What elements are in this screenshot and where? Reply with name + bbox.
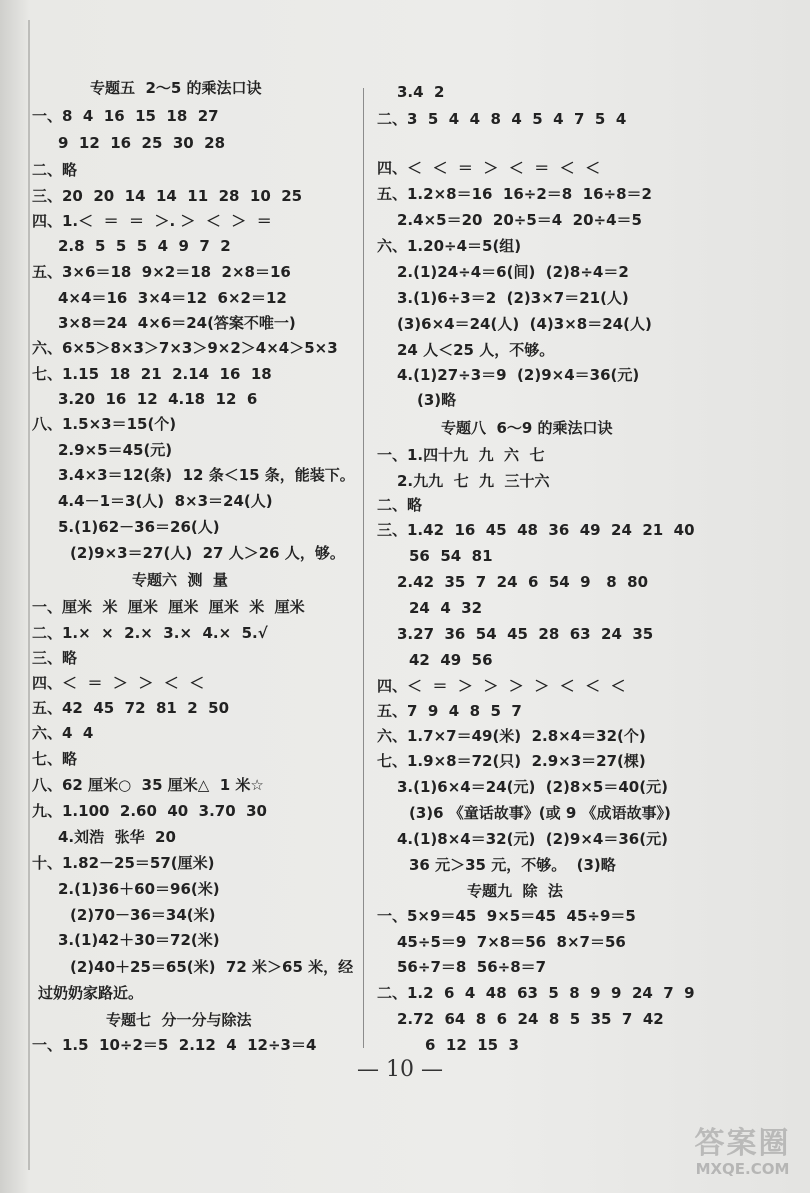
answer-line: 2.九九 七 九 三十六 xyxy=(397,472,550,490)
answer-line: 八、62 厘米○ 35 厘米△ 1 米☆ xyxy=(32,776,264,794)
answer-line: 六、6×5＞8×3＞7×3＞9×2＞4×4＞5×3 xyxy=(32,339,338,357)
answer-line: 56 54 81 xyxy=(409,547,493,565)
answer-line: 四、＜ ＝ ＞ ＞ ＞ ＞ ＜ ＜ ＜ xyxy=(377,677,626,695)
answer-line: (2)40＋25＝65(米) 72 米＞65 米，经 xyxy=(70,958,354,976)
answer-line: 三、略 xyxy=(32,649,78,667)
answer-line: 45÷5＝9 7×8＝56 8×7＝56 xyxy=(397,933,626,951)
binding-edge xyxy=(28,20,30,1170)
answer-line: 过奶奶家路近。 xyxy=(38,984,144,1002)
answer-line: 一、5×9＝45 9×5＝45 45÷9＝5 xyxy=(377,907,636,925)
answer-line: 2.4×5＝20 20÷5＝4 20÷4＝5 xyxy=(397,211,642,229)
section-heading-9: 专题九 除 法 xyxy=(467,882,563,900)
answer-line: 七、1.15 18 21 2.14 16 18 xyxy=(32,365,272,383)
answer-line: 一、8 4 16 15 18 27 xyxy=(32,107,219,125)
answer-line: 2.8 5 5 5 4 9 7 2 xyxy=(58,237,231,255)
answer-line: 3.(1)6÷3＝2 (2)3×7＝21(人) xyxy=(397,289,629,307)
answer-line: 3.(1)42＋30＝72(米) xyxy=(58,931,220,949)
section-heading-7: 专题七 分一分与除法 xyxy=(106,1011,252,1029)
answer-line: 五、42 45 72 81 2 50 xyxy=(32,699,230,717)
answer-line: 4.刘浩 张华 20 xyxy=(58,828,176,846)
answer-line: (2)70－36＝34(米) xyxy=(70,906,216,924)
answer-line: 四、＜ ＜ ＝ ＞ ＜ ＝ ＜ ＜ xyxy=(377,159,601,177)
answer-line: 4.(1)27÷3＝9 (2)9×4＝36(元) xyxy=(397,366,640,384)
answer-line: 五、1.2×8＝16 16÷2＝8 16÷8＝2 xyxy=(377,185,652,203)
watermark-logo xyxy=(680,1118,805,1188)
answer-line: 九、1.100 2.60 40 3.70 30 xyxy=(32,802,267,820)
section-heading-8: 专题八 6～9 的乘法口诀 xyxy=(441,419,613,437)
answer-line: 三、1.42 16 45 48 36 49 24 21 40 xyxy=(377,521,695,539)
answer-line: 六、1.7×7＝49(米) 2.8×4＝32(个) xyxy=(377,727,646,745)
answer-line: 八、1.5×3＝15(个) xyxy=(32,415,177,433)
answer-line: 9 12 16 25 30 28 xyxy=(58,134,226,152)
answer-line: 一、1.四十九 九 六 七 xyxy=(377,446,545,464)
answer-line: 四、1.＜ ＝ ＝ ＞. ＞ ＜ ＞ ＝ xyxy=(32,212,272,230)
answer-line: 十、1.82－25＝57(厘米) xyxy=(32,854,215,872)
section-heading-5: 专题五 2～5 的乘法口诀 xyxy=(90,79,262,97)
answer-line: 24 人＜25 人，不够。 xyxy=(397,341,555,359)
answer-line: 3.4×3＝12(条) 12 条＜15 条，能装下。 xyxy=(58,466,355,484)
answer-line: 2.42 35 7 24 6 54 9 8 80 xyxy=(397,573,649,591)
answer-line: 3.(1)6×4＝24(元) (2)8×5＝40(元) xyxy=(397,778,668,796)
answer-line: 24 4 32 xyxy=(409,599,483,617)
answer-line: 42 49 56 xyxy=(409,651,493,669)
answer-line: 二、略 xyxy=(377,496,423,514)
answer-line: 2.9×5＝45(元) xyxy=(58,441,173,459)
answer-line: (3)略 xyxy=(417,391,457,409)
watermark-logo-text: 答案圈 xyxy=(694,1126,791,1161)
answer-line: 三、20 20 14 14 11 28 10 25 xyxy=(32,187,303,205)
answer-line: 3.27 36 54 45 28 63 24 35 xyxy=(397,625,654,643)
watermark-url: MXQE.COM xyxy=(695,1160,790,1178)
answer-line: 一、厘米 米 厘米 厘米 厘米 米 厘米 xyxy=(32,598,305,616)
answer-line: 56÷7＝8 56÷8＝7 xyxy=(397,958,547,976)
answer-line: 4.(1)8×4＝32(元) (2)9×4＝36(元) xyxy=(397,830,668,848)
answer-line: (3)6×4＝24(人) (4)3×8＝24(人) xyxy=(397,315,652,333)
answer-line: 4.4－1＝3(人) 8×3＝24(人) xyxy=(58,492,273,510)
column-divider xyxy=(363,88,364,1048)
answer-line: 3.20 16 12 4.18 12 6 xyxy=(58,390,258,408)
answer-line: 五、7 9 4 8 5 7 xyxy=(377,702,522,720)
answer-line: 2.(1)36＋60＝96(米) xyxy=(58,880,220,898)
answer-line: 五、3×6＝18 9×2＝18 2×8＝16 xyxy=(32,263,291,281)
answer-line: 六、1.20÷4＝5(组) xyxy=(377,237,522,255)
answer-line: 二、1.× × 2.× 3.× 4.× 5.√ xyxy=(32,624,268,642)
answer-line: 3×8＝24 4×6＝24(答案不唯一) xyxy=(58,314,296,332)
answer-line: 4×4＝16 3×4＝12 6×2＝12 xyxy=(58,289,287,307)
answer-line: 36 元＞35 元，不够。 (3)略 xyxy=(409,856,616,874)
answer-line: 二、3 5 4 4 8 4 5 4 7 5 4 xyxy=(377,110,627,128)
answer-line: 二、略 xyxy=(32,161,78,179)
answer-line: (2)9×3＝27(人) 27 人＞26 人，够。 xyxy=(70,544,345,562)
answer-line: 四、＜ ＝ ＞ ＞ ＜ ＜ xyxy=(32,674,205,692)
answer-line: 一、1.5 10÷2＝5 2.12 4 12÷3＝4 xyxy=(32,1036,317,1054)
answer-line: 六、4 4 xyxy=(32,724,94,742)
answer-line: 2.(1)24÷4＝6(间) (2)8÷4＝2 xyxy=(397,263,629,281)
section-heading-6: 专题六 测 量 xyxy=(132,571,228,589)
answer-line: 二、1.2 6 4 48 63 5 8 9 9 24 7 9 xyxy=(377,984,695,1002)
answer-line: (3)6 《童话故事》(或 9 《成语故事》) xyxy=(409,804,671,822)
answer-line: 3.4 2 xyxy=(397,83,445,101)
answer-line: 5.(1)62－36＝26(人) xyxy=(58,518,220,536)
page-number: — 10 — xyxy=(357,1057,443,1082)
answer-line: 6 12 15 3 xyxy=(425,1036,519,1054)
answer-line: 2.72 64 8 6 24 8 5 35 7 42 xyxy=(397,1010,664,1028)
answer-line: 七、1.9×8＝72(只) 2.9×3＝27(棵) xyxy=(377,752,646,770)
answer-line: 七、略 xyxy=(32,750,78,768)
